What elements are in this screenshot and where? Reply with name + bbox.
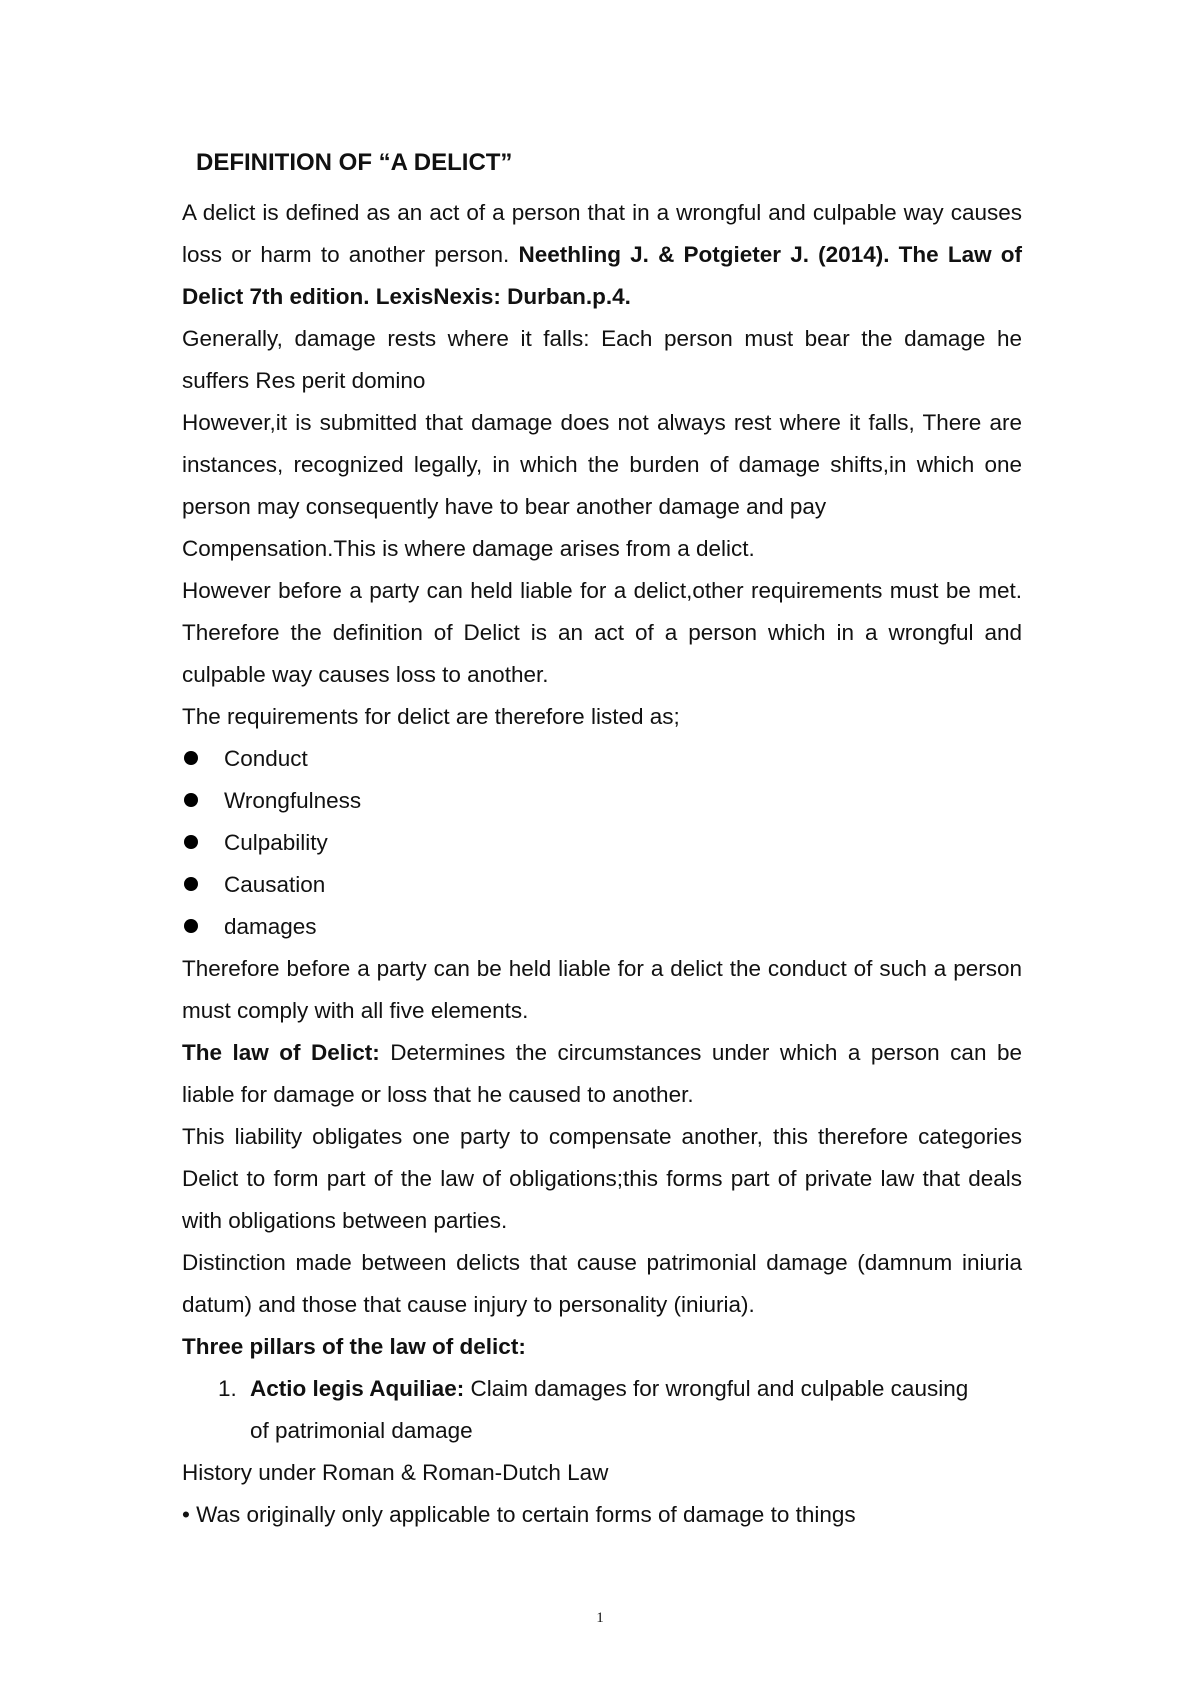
pillar-text-continued: of patrimonial damage <box>250 1418 473 1443</box>
bullet-icon <box>184 835 198 849</box>
requirements-list <box>182 738 1022 948</box>
law-of-delict-paragraph <box>182 1032 1022 1116</box>
distinction-paragraph: Distinction made between delicts that cause patrimonial damage (damnum iniuria datum) and those that cause injury to personality (iniuria). <box>182 1250 1022 1317</box>
history-point: • Was originally only applicable to certain forms of damage to things <box>182 1502 856 1527</box>
bullet-icon <box>184 751 198 765</box>
compensation-paragraph: Compensation.This is where damage arises from a delict. <box>182 536 755 561</box>
liability-requirements-paragraph: However before a party can held liable for a delict,other requirements must be met. Therefore the definition of Delict is an act of a person which in a wrongful and culpable way causes loss to another. <box>182 578 1022 687</box>
five-elements-paragraph: Therefore before a party can be held liable for a delict the conduct of such a person must comply with all five elements. <box>182 956 1022 1023</box>
page-number: 1 <box>596 1610 604 1626</box>
bullet-icon <box>184 793 198 807</box>
list-item <box>182 738 1022 780</box>
pillar-number: 1. <box>218 1376 237 1401</box>
requirement-label: Causation <box>224 872 326 897</box>
document-body <box>182 146 1022 1536</box>
requirement-label: damages <box>224 914 317 939</box>
pillar-body <box>250 1368 1022 1410</box>
burden-shifts-paragraph: However,it is submitted that damage does not always rest where it falls, There are instances, recognized legally, in which the burden of damage shifts,in which one person may consequently have to bear another damage and pay <box>182 410 1022 519</box>
list-item <box>182 780 1022 822</box>
list-item <box>182 864 1022 906</box>
damage-rests-paragraph: Generally, damage rests where it falls: Each person must bear the damage he suffers Res perit domino <box>182 326 1022 393</box>
page-title: DEFINITION OF “A DELICT” <box>196 149 513 176</box>
definition-paragraph <box>182 192 1022 318</box>
obligations-paragraph: This liability obligates one party to compensate another, this therefore categories Delict to form part of the law of obligations;this forms part of private law that deals with obligations between parties. <box>182 1124 1022 1233</box>
citation-text: Neethling J. & Potgieter J. (2014). The Law of Delict 7th edition. LexisNexis: Durban.p.4. <box>182 242 1022 309</box>
pillar-text: Claim damages for wrongful and culpable causing <box>464 1376 969 1401</box>
pillar-term: Actio legis Aquiliae: <box>250 1376 465 1401</box>
list-item <box>182 906 1022 948</box>
definition-text: A delict is defined as an act of a person that in a wrongful and culpable way causes loss or harm to another person. <box>182 200 1022 267</box>
history-heading: History under Roman & Roman-Dutch Law <box>182 1460 609 1485</box>
bullet-icon <box>184 877 198 891</box>
law-of-delict-text: Determines the circumstances under which a person can be liable for damage or loss that he caused to another. <box>182 1040 1022 1107</box>
requirement-label: Conduct <box>224 746 308 771</box>
requirements-intro: The requirements for delict are therefore listed as; <box>182 704 680 729</box>
list-item <box>182 822 1022 864</box>
bullet-icon <box>184 919 198 933</box>
requirement-label: Wrongfulness <box>224 788 362 813</box>
pillars-heading: Three pillars of the law of delict: <box>182 1334 526 1359</box>
pillar-item <box>182 1368 1022 1452</box>
requirement-label: Culpability <box>224 830 328 855</box>
law-of-delict-term: The law of Delict: <box>182 1040 380 1065</box>
